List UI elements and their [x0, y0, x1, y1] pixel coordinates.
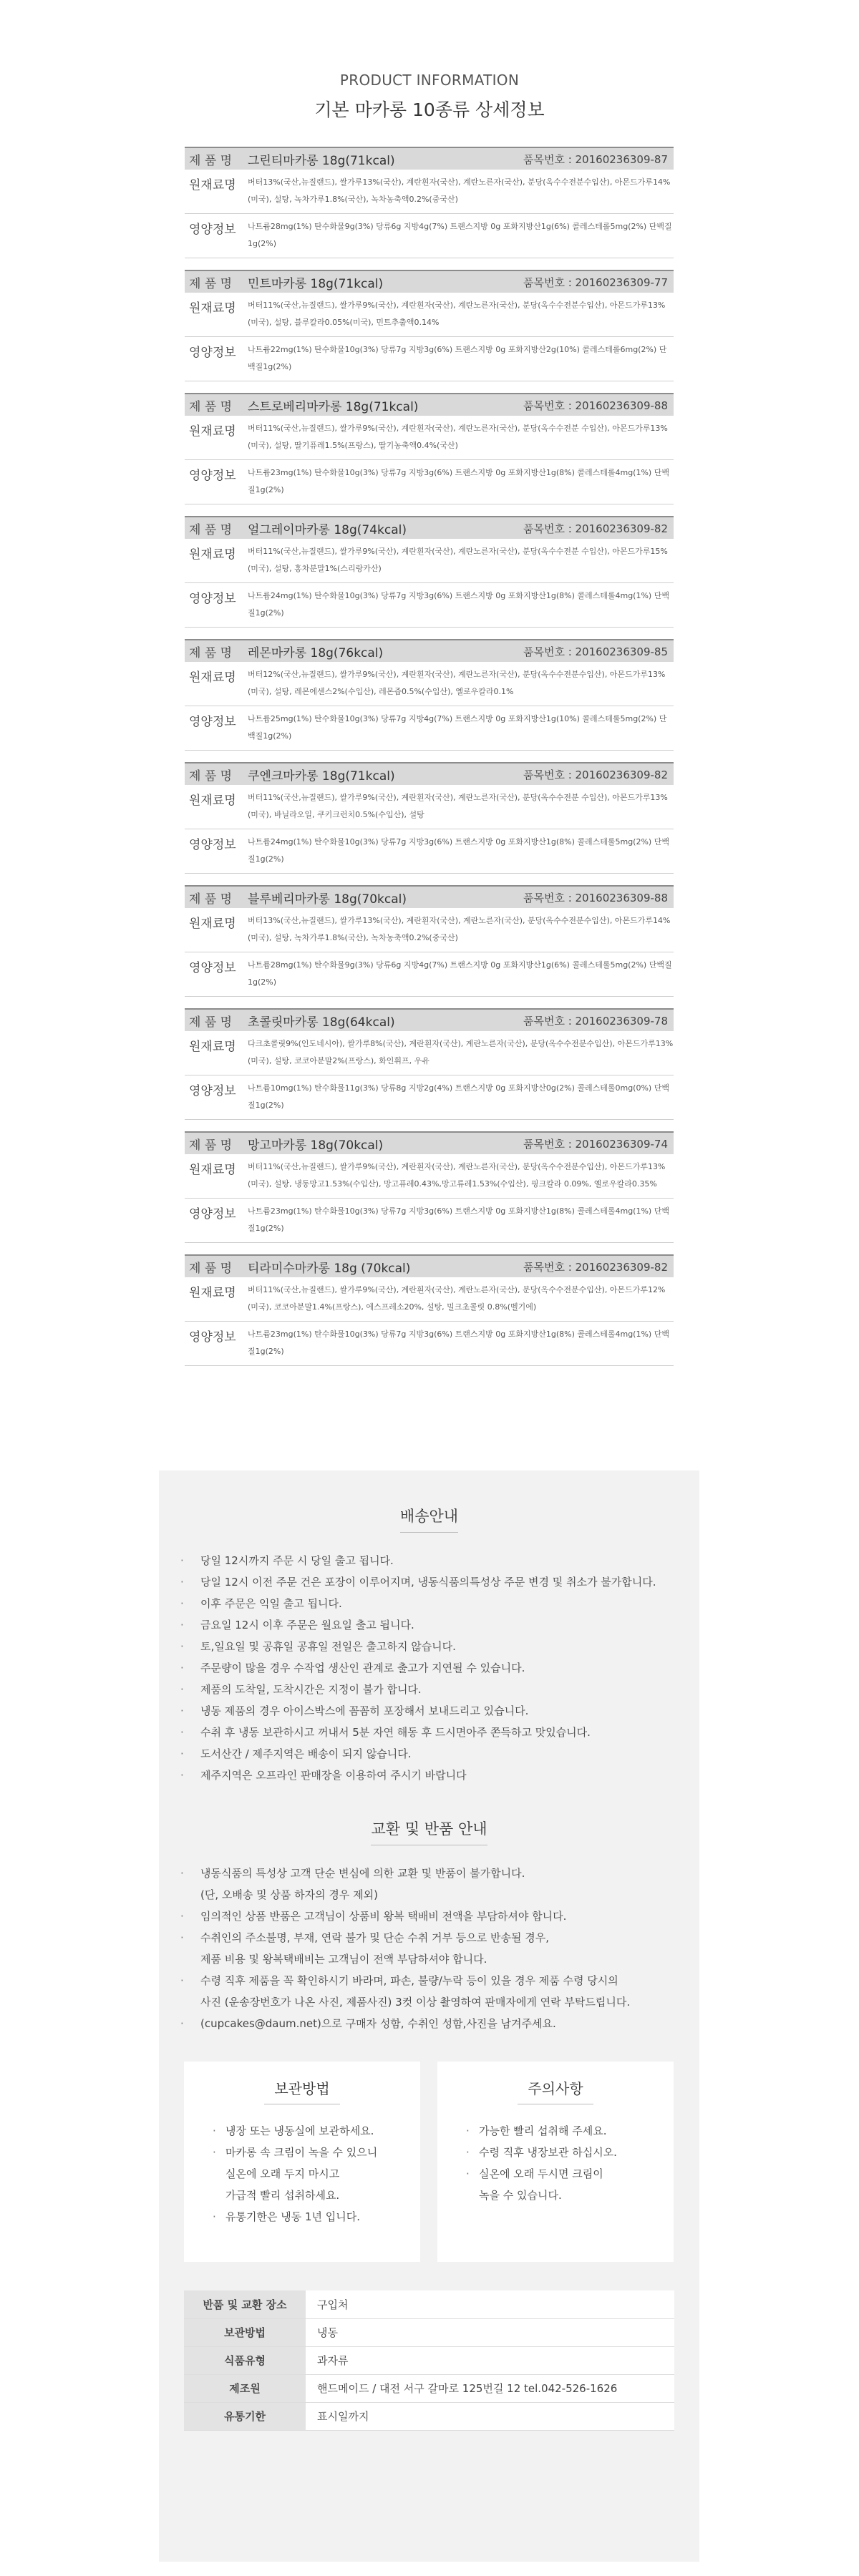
product-title-row — [185, 147, 674, 170]
product-title-row — [185, 1254, 674, 1277]
shipping-item — [180, 1722, 681, 1743]
ingredients-text: 버터11%(국산,뉴질랜드), 쌀가루9%(국산), 계란흰자(국산), 계란노른자(국산), 분당(옥수수전분수입산), 아몬드가루13%(미국), 설탕, 블루칼라0.05%(미국), 민트추출액0.14% — [248, 301, 666, 327]
ingredients-text: 버터11%(국산,뉴질랜드), 쌀가루9%(국산), 계란흰자(국산), 계란노른자(국산), 분당(옥수수전분수입산), 아몬드가루12%(미국), 코코아분말1.4%(프랑스), 에스프레소20%, 설탕, 밀크초콜릿 0.8%(벨기에) — [248, 1285, 666, 1312]
product-title-row — [185, 639, 674, 662]
nutrition-row — [185, 952, 674, 997]
product-block — [185, 516, 674, 628]
bullet-dot: · — [180, 1910, 184, 1923]
bullet-dot: · — [180, 1974, 184, 1987]
product-code: 품목번호 : 20160236309-88 — [523, 399, 668, 412]
returns-item — [180, 1906, 681, 1927]
caution-item — [466, 2142, 674, 2163]
nutrition-label: 영양정보 — [189, 346, 236, 360]
product-title-row — [185, 270, 674, 293]
returns-item — [180, 1991, 681, 2013]
returns-item — [180, 1863, 681, 1884]
nutrition-text: 나트륨23mg(1%) 탄수화물10g(3%) 당류7g 지방3g(6%) 트랜스지방 0g 포화지방산1g(8%) 콜레스테롤4mg(1%) 단백질1g(2%) — [248, 1330, 669, 1356]
caution-card — [437, 2062, 674, 2262]
store-info-key: 식품유형 — [184, 2346, 306, 2374]
storage-card — [184, 2062, 420, 2262]
nutrition-text: 나트륨23mg(1%) 탄수화물10g(3%) 당류7g 지방3g(6%) 트랜스지방 0g 포화지방산1g(8%) 콜레스테롤4mg(1%) 단백질1g(2%) — [248, 1206, 669, 1233]
caution-item-text: 가능한 빨리 섭취해 주세요. — [479, 2124, 607, 2137]
product-code: 품목번호 : 20160236309-82 — [523, 522, 668, 535]
product-block — [185, 147, 674, 258]
product-block — [185, 270, 674, 381]
nutrition-label: 영양정보 — [189, 1207, 236, 1221]
nutrition-text: 나트륨28mg(1%) 탄수화물9g(3%) 당류6g 지방4g(7%) 트랜스지방 0g 포화지방산1g(6%) 콜레스테롤5mg(2%) 단백질1g(2%) — [248, 222, 672, 248]
bullet-dot: · — [180, 1554, 184, 1567]
product-list — [185, 147, 674, 1377]
ingredients-text: 버터11%(국산,뉴질랜드), 쌀가루9%(국산), 계란흰자(국산), 계란노른자(국산), 분당(옥수수전분수입산), 아몬드가루13%(미국), 설탕, 냉동망고1.53%(수입산), 망고퓨레0.43%,망고류레1.53%(수입산), 핑크칼라 0.09%, 옐로우칼라0.35% — [248, 1162, 666, 1189]
nutrition-text: 나트륨23mg(1%) 탄수화물10g(3%) 당류7g 지방3g(6%) 트랜스지방 0g 포화지방산1g(8%) 콜레스테롤4mg(1%) 단백질1g(2%) — [248, 468, 669, 494]
ingredients-row — [185, 908, 674, 952]
store-info-key: 보관방법 — [184, 2318, 306, 2346]
bullet-dot: · — [466, 2167, 470, 2180]
ingredients-row — [185, 1277, 674, 1322]
storage-item — [213, 2163, 420, 2185]
store-info-value: 표시일까지 — [306, 2402, 674, 2430]
info-box — [159, 1470, 699, 2562]
nutrition-label: 영양정보 — [189, 592, 236, 606]
caution-item-text: 실온에 오래 두시면 크림이 — [479, 2167, 603, 2180]
returns-item-text: 제품 비용 및 왕복택배비는 고객님이 전액 부담하셔야 합니다. — [200, 1953, 487, 1966]
returns-item-text: 임의적인 상품 반품은 고객님이 상품비 왕복 택배비 전액을 부담하셔야 합니다. — [200, 1910, 567, 1923]
store-info-table — [184, 2290, 674, 2431]
product-block — [185, 393, 674, 504]
storage-item — [213, 2120, 420, 2142]
product-code: 품목번호 : 20160236309-88 — [523, 891, 668, 904]
caution-item-text: 녹을 수 있습니다. — [479, 2189, 562, 2202]
shipping-item-text: 수취 후 냉동 보관하시고 꺼내서 5분 자연 해동 후 드시면아주 쫀득하고 맛있습니다. — [200, 1726, 591, 1739]
product-name: 쿠엔크마카롱 18g(71kcal) — [248, 769, 395, 784]
store-info-key: 제조원 — [184, 2374, 306, 2402]
name-label: 제 품 명 — [189, 1261, 233, 1276]
shipping-item-text: 도서산간 / 제주지역은 배송이 되지 않습니다. — [200, 1747, 412, 1760]
store-info-value: 구입처 — [306, 2290, 674, 2318]
bullet-dot: · — [213, 2210, 216, 2223]
caution-item-text: 수령 직후 냉장보관 하십시오. — [479, 2146, 617, 2159]
returns-item — [180, 1927, 681, 1948]
product-name: 스트로베리마카롱 18g(71kcal) — [248, 399, 419, 414]
product-title-row — [185, 762, 674, 785]
bullet-dot: · — [180, 1769, 184, 1782]
product-info-header — [0, 72, 859, 122]
ingredients-row — [185, 662, 674, 706]
bullet-dot: · — [180, 1683, 184, 1696]
store-info-row — [184, 2290, 674, 2318]
ingredients-text: 버터11%(국산,뉴질랜드), 쌀가루9%(국산), 계란흰자(국산), 계란노른자(국산), 분당(옥수수전분 수입산), 아몬드가루13%(미국), 바닐라오일, 쿠키크런치0.5%(수입산), 설탕 — [248, 793, 668, 819]
returns-title: 교환 및 반품 안내 — [159, 1818, 699, 1845]
ingredients-label: 원재료명 — [189, 547, 236, 562]
product-name: 블루베리마카롱 18g(70kcal) — [248, 892, 407, 907]
product-name: 얼그레이마카롱 18g(74kcal) — [248, 522, 407, 537]
name-label: 제 품 명 — [189, 1138, 233, 1153]
header-subtitle: PRODUCT INFORMATION — [339, 72, 520, 89]
store-info-value: 냉동 — [306, 2318, 674, 2346]
bullet-dot: · — [180, 1597, 184, 1610]
bullet-dot: · — [180, 1867, 184, 1880]
storage-item — [213, 2206, 420, 2228]
ingredients-text: 버터12%(국산,뉴질랜드), 쌀가루9%(국산), 계란흰자(국산), 계란노른자(국산), 분당(옥수수전분수입산), 아몬드가루13%(미국), 설탕, 레몬에센스2%(수입산), 레몬즙0.5%(수입산), 옐로우칼라0.1% — [248, 670, 666, 696]
returns-item-text: 수취인의 주소불명, 부재, 연락 불가 및 단순 수취 거부 등으로 반송될 경우, — [200, 1931, 549, 1944]
product-block — [185, 1008, 674, 1120]
nutrition-row — [185, 460, 674, 504]
shipping-item-text: 금요일 12시 이후 주문은 월요일 출고 됩니다. — [200, 1619, 414, 1631]
caution-title: 주의사항 — [437, 2077, 674, 2104]
storage-title: 보관방법 — [184, 2077, 420, 2104]
ingredients-text: 버터11%(국산,뉴질랜드), 쌀가루9%(국산), 계란흰자(국산), 계란노른자(국산), 분당(옥수수전분 수입산), 아몬드가루15%(미국), 설탕, 홍차분말1%(스리랑카산) — [248, 547, 668, 573]
storage-item-text: 실온에 오래 두지 마시고 — [225, 2167, 340, 2180]
shipping-item-text: 냉동 제품의 경우 아이스박스에 꼼꼼히 포장해서 보내드리고 있습니다. — [200, 1704, 529, 1717]
header-title: 기본 마카롱 10종류 상세정보 — [314, 99, 545, 120]
shipping-item-text: 이후 주문은 익일 출고 됩니다. — [200, 1597, 342, 1610]
nutrition-text: 나트륨24mg(1%) 탄수화물10g(3%) 당류7g 지방3g(6%) 트랜스지방 0g 포화지방산1g(8%) 콜레스테롤4mg(1%) 단백질1g(2%) — [248, 591, 669, 618]
product-code: 품목번호 : 20160236309-74 — [523, 1137, 668, 1151]
info-cards — [184, 2062, 699, 2262]
shipping-item — [180, 1550, 681, 1571]
shipping-item — [180, 1593, 681, 1614]
bullet-dot: · — [466, 2124, 470, 2137]
store-info-row — [184, 2318, 674, 2346]
ingredients-row — [185, 416, 674, 460]
nutrition-label: 영양정보 — [189, 1084, 236, 1098]
shipping-title: 배송안내 — [159, 1505, 699, 1533]
bullet-dot: · — [180, 1704, 184, 1717]
storage-list — [213, 2120, 420, 2228]
product-name: 레몬마카롱 18g(76kcal) — [248, 645, 384, 660]
ingredients-label: 원재료명 — [189, 424, 236, 439]
nutrition-label: 영양정보 — [189, 223, 236, 237]
bullet-dot: · — [180, 1576, 184, 1589]
caution-list — [466, 2120, 674, 2206]
ingredients-row — [185, 293, 674, 337]
ingredients-text: 버터11%(국산,뉴질랜드), 쌀가루9%(국산), 계란흰자(국산), 계란노른자(국산), 분당(옥수수전분 수입산), 아몬드가루13%(미국), 설탕, 딸기퓨레1.5%(프랑스), 딸기농축액0.4%(국산) — [248, 424, 668, 450]
name-label: 제 품 명 — [189, 522, 233, 537]
returns-item-text: 냉동식품의 특성상 고객 단순 변심에 의한 교환 및 반품이 불가합니다. — [200, 1867, 525, 1880]
product-name: 그린티마카롱 18g(71kcal) — [248, 153, 395, 168]
ingredients-text: 버터13%(국산,뉴질랜드), 쌀가루13%(국산), 계란흰자(국산), 계란노른자(국산), 분당(옥수수전분수입산), 아몬드가루14%(미국), 설탕, 녹차가루1.8%(국산), 녹차농축액0.2%(중국산) — [248, 916, 671, 942]
returns-item-text: (단, 오배송 및 상품 하자의 경우 제외) — [200, 1888, 378, 1901]
store-info-value: 핸드메이드 / 대전 서구 갈마로 125번길 12 tel.042-526-1626 — [306, 2374, 674, 2402]
product-title-row — [185, 516, 674, 539]
bullet-dot: · — [180, 1931, 184, 1944]
nutrition-label: 영양정보 — [189, 1330, 236, 1345]
shipping-item-text: 제주지역은 오프라인 판매장을 이용하여 주시기 바랍니다 — [200, 1769, 467, 1782]
bullet-dot: · — [180, 1619, 184, 1631]
shipping-item — [180, 1657, 681, 1679]
name-label: 제 품 명 — [189, 276, 233, 291]
bullet-dot: · — [180, 1640, 184, 1653]
ingredients-label: 원재료명 — [189, 1040, 236, 1054]
bullet-dot: · — [180, 1662, 184, 1674]
nutrition-row — [185, 583, 674, 628]
ingredients-label: 원재료명 — [189, 917, 236, 931]
product-title-row — [185, 885, 674, 908]
returns-item — [180, 1948, 681, 1970]
store-info-value: 과자류 — [306, 2346, 674, 2374]
nutrition-label: 영양정보 — [189, 715, 236, 729]
product-title-row — [185, 1131, 674, 1154]
name-label: 제 품 명 — [189, 892, 233, 907]
shipping-list — [180, 1550, 681, 1786]
product-code: 품목번호 : 20160236309-87 — [523, 152, 668, 166]
storage-item — [213, 2142, 420, 2163]
nutrition-row — [185, 1322, 674, 1366]
returns-list — [180, 1863, 681, 2034]
storage-item — [213, 2185, 420, 2206]
product-block — [185, 762, 674, 874]
returns-item — [180, 1884, 681, 1906]
shipping-item — [180, 1571, 681, 1593]
nutrition-label: 영양정보 — [189, 469, 236, 483]
shipping-item-text: 토,일요일 및 공휴일 공휴일 전일은 출고하지 않습니다. — [200, 1640, 456, 1653]
product-name: 민트마카롱 18g(71kcal) — [248, 276, 384, 291]
shipping-item — [180, 1636, 681, 1657]
ingredients-row — [185, 170, 674, 214]
nutrition-text: 나트륨25mg(1%) 탄수화물10g(3%) 당류7g 지방4g(7%) 트랜스지방 0g 포화지방산1g(10%) 콜레스테롤5mg(2%) 단백질1g(2%) — [248, 714, 667, 741]
storage-item-text: 유통기한은 냉동 1년 입니다. — [225, 2210, 361, 2223]
product-code: 품목번호 : 20160236309-77 — [523, 275, 668, 289]
nutrition-row — [185, 829, 674, 874]
returns-item-text: 수령 직후 제품을 꼭 확인하시기 바라며, 파손, 불량/누락 등이 있을 경우 제품 수령 당시의 — [200, 1974, 618, 1987]
product-code: 품목번호 : 20160236309-82 — [523, 1260, 668, 1274]
product-block — [185, 1131, 674, 1243]
storage-item-text: 마카롱 속 크림이 녹을 수 있으니 — [225, 2146, 378, 2159]
nutrition-row — [185, 1075, 674, 1120]
nutrition-row — [185, 214, 674, 258]
ingredients-row — [185, 1031, 674, 1075]
product-code: 품목번호 : 20160236309-85 — [523, 645, 668, 658]
ingredients-row — [185, 1154, 674, 1199]
store-info-row — [184, 2374, 674, 2402]
returns-item-text: 사진 (운송장번호가 나온 사진, 제품사진) 3컷 이상 촬영하여 판매자에게 연락 부탁드립니다. — [200, 1996, 631, 2009]
shipping-item-text: 제품의 도착일, 도착시간은 지정이 불가 합니다. — [200, 1683, 422, 1696]
product-code: 품목번호 : 20160236309-82 — [523, 768, 668, 781]
nutrition-text: 나트륨22mg(1%) 탄수화물10g(3%) 당류7g 지방3g(6%) 트랜스지방 0g 포화지방산2g(10%) 콜레스테롤6mg(2%) 단백질1g(2%) — [248, 345, 667, 371]
product-block — [185, 1254, 674, 1366]
ingredients-label: 원재료명 — [189, 178, 236, 192]
nutrition-text: 나트륨10mg(1%) 탄수화물11g(3%) 당류8g 지방2g(4%) 트랜스지방 0g 포화지방산0g(2%) 콜레스테롤0mg(0%) 단백질1g(2%) — [248, 1083, 669, 1110]
shipping-item-text: 주문량이 많을 경우 수작업 생산인 관계로 출고가 지연될 수 있습니다. — [200, 1662, 525, 1674]
ingredients-text: 버터13%(국산,뉴질랜드), 쌀가루13%(국산), 계란흰자(국산), 계란노른자(국산), 분당(옥수수전분수입산), 아몬드가루14%(미국), 설탕, 녹차가루1.8%(국산), 녹차농축액0.2%(중국산) — [248, 177, 671, 204]
bullet-dot: · — [180, 1726, 184, 1739]
nutrition-text: 나트륨24mg(1%) 탄수화물10g(3%) 당류7g 지방3g(6%) 트랜스지방 0g 포화지방산1g(8%) 콜레스테롤5mg(2%) 단백질1g(2%) — [248, 837, 669, 864]
ingredients-label: 원재료명 — [189, 794, 236, 808]
nutrition-row — [185, 1199, 674, 1243]
shipping-item — [180, 1765, 681, 1786]
ingredients-label: 원재료명 — [189, 1286, 236, 1300]
product-name: 망고마카롱 18g(70kcal) — [248, 1138, 384, 1153]
bullet-dot: · — [213, 2146, 216, 2159]
store-info-key: 유통기한 — [184, 2402, 306, 2430]
bullet-dot: · — [213, 2124, 216, 2137]
caution-item — [466, 2163, 674, 2185]
caution-item — [466, 2120, 674, 2142]
returns-item — [180, 2013, 681, 2034]
nutrition-label: 영양정보 — [189, 838, 236, 852]
product-block — [185, 639, 674, 751]
ingredients-row — [185, 785, 674, 829]
name-label: 제 품 명 — [189, 153, 233, 168]
storage-item-text: 가급적 빨리 섭취하세요. — [225, 2189, 340, 2202]
product-name: 티라미수마카롱 18g (70kcal) — [248, 1261, 411, 1276]
name-label: 제 품 명 — [189, 645, 233, 660]
name-label: 제 품 명 — [189, 1015, 233, 1030]
returns-item-text: (cupcakes@daum.net)으로 구매자 성함, 수취인 성함,사진을 남겨주세요. — [200, 2017, 556, 2030]
shipping-item — [180, 1679, 681, 1700]
bullet-dot: · — [466, 2146, 470, 2159]
storage-item-text: 냉장 또는 냉동실에 보관하세요. — [225, 2124, 374, 2137]
product-title-row — [185, 1008, 674, 1031]
name-label: 제 품 명 — [189, 769, 233, 784]
ingredients-label: 원재료명 — [189, 301, 236, 316]
bullet-dot: · — [180, 1747, 184, 1760]
store-info-row — [184, 2402, 674, 2430]
shipping-item-text: 당일 12시 이전 주문 건은 포장이 이루어지며, 냉동식품의특성상 주문 변경 및 취소가 불가합니다. — [200, 1576, 656, 1589]
bullet-dot: · — [180, 2017, 184, 2030]
nutrition-row — [185, 337, 674, 381]
shipping-item — [180, 1743, 681, 1765]
store-info-row — [184, 2346, 674, 2374]
shipping-item-text: 당일 12시까지 주문 시 당일 출고 됩니다. — [200, 1554, 394, 1567]
product-block — [185, 885, 674, 997]
ingredients-label: 원재료명 — [189, 1163, 236, 1177]
ingredients-label: 원재료명 — [189, 670, 236, 685]
product-title-row — [185, 393, 674, 416]
name-label: 제 품 명 — [189, 399, 233, 414]
ingredients-row — [185, 539, 674, 583]
nutrition-row — [185, 706, 674, 751]
shipping-item — [180, 1700, 681, 1722]
store-info-key: 반품 및 교환 장소 — [184, 2290, 306, 2318]
returns-item — [180, 1970, 681, 1991]
shipping-item — [180, 1614, 681, 1636]
nutrition-text: 나트륨28mg(1%) 탄수화물9g(3%) 당류6g 지방4g(7%) 트랜스지방 0g 포화지방산1g(6%) 콜레스테롤5mg(2%) 단백질1g(2%) — [248, 960, 672, 987]
nutrition-label: 영양정보 — [189, 961, 236, 975]
product-name: 초콜릿마카롱 18g(64kcal) — [248, 1015, 395, 1030]
product-code: 품목번호 : 20160236309-78 — [523, 1014, 668, 1028]
ingredients-text: 다크초콜릿9%(인도네시아), 쌀가루8%(국산), 계란흰자(국산), 계란노른자(국산), 분당(옥수수전분수입산), 아몬드가루13%(미국), 설탕, 코코아분말2%(프랑스), 화인휘프, 우유 — [248, 1039, 674, 1065]
caution-item — [466, 2185, 674, 2206]
